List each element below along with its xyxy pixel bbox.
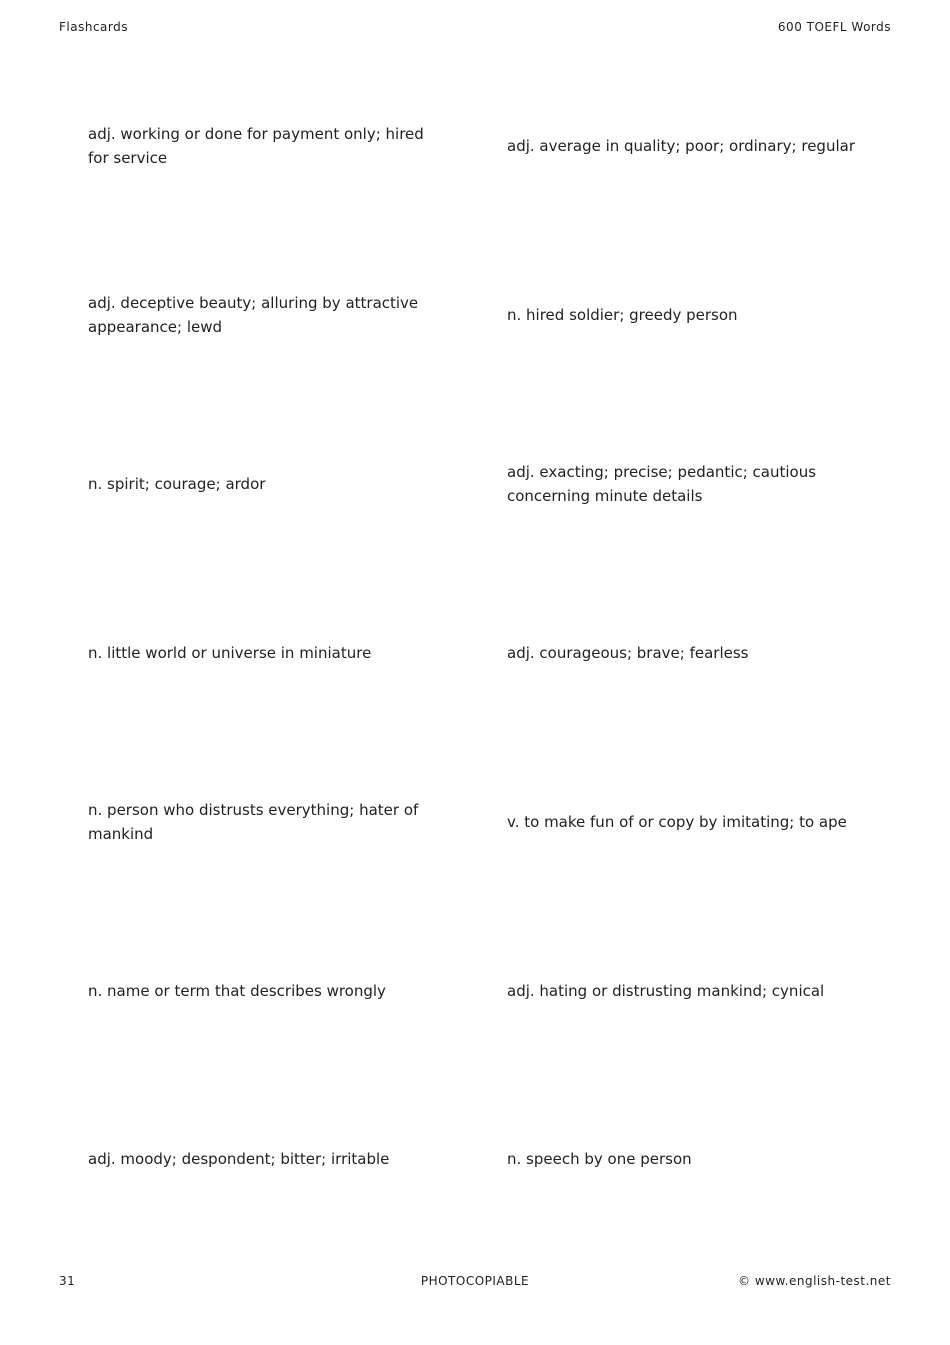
flashcard-definition bbox=[478, 400, 891, 569]
definition-text: n. little world or universe in miniature bbox=[88, 643, 372, 662]
flashcard-definition bbox=[59, 231, 478, 400]
flashcard-grid bbox=[59, 62, 891, 1244]
definition-text: adj. moody; despondent; bitter; irritable bbox=[88, 1150, 390, 1169]
definition-text: n. name or term that describes wrongly bbox=[88, 981, 386, 1000]
definition-text: adj. working or done for payment only; hired for service bbox=[88, 125, 424, 168]
page-number: 31 bbox=[59, 1274, 76, 1288]
flashcard-definition bbox=[59, 400, 478, 569]
definition-text: v. to make fun of or copy by imitating; to ape bbox=[507, 812, 847, 831]
header-book-title: 600 TOEFL Words bbox=[777, 20, 891, 34]
copyright-link: © www.english-test.net bbox=[738, 1274, 891, 1288]
flashcard-definition bbox=[478, 62, 891, 231]
definition-text: adj. exacting; precise; pedantic; cautious concerning minute details bbox=[507, 463, 817, 506]
page-header bbox=[59, 18, 891, 36]
flashcard-definition bbox=[478, 906, 891, 1075]
flashcard-definition bbox=[59, 906, 478, 1075]
flashcard-definition bbox=[59, 569, 478, 738]
flashcard-definition bbox=[478, 1075, 891, 1244]
definition-text: adj. courageous; brave; fearless bbox=[507, 643, 749, 662]
definition-text: n. person who distrusts everything; hater of mankind bbox=[88, 800, 419, 843]
header-section-title: Flashcards bbox=[59, 20, 128, 34]
definition-text: adj. deceptive beauty; alluring by attractive appearance; lewd bbox=[88, 294, 419, 337]
flashcard-definition bbox=[478, 569, 891, 738]
flashcard-definition bbox=[59, 62, 478, 231]
flashcard-definition bbox=[478, 231, 891, 400]
photocopiable-notice: PHOTOCOPIABLE bbox=[420, 1274, 530, 1288]
page-footer bbox=[59, 1272, 891, 1290]
definition-text: n. speech by one person bbox=[507, 1150, 692, 1169]
flashcard-definition bbox=[478, 737, 891, 906]
flashcard-definition bbox=[59, 1075, 478, 1244]
definition-text: n. spirit; courage; ardor bbox=[88, 475, 266, 494]
flashcard-definition bbox=[59, 737, 478, 906]
definition-text: n. hired soldier; greedy person bbox=[507, 306, 738, 325]
definition-text: adj. hating or distrusting mankind; cynical bbox=[507, 981, 825, 1000]
definition-text: adj. average in quality; poor; ordinary; regular bbox=[507, 137, 855, 156]
